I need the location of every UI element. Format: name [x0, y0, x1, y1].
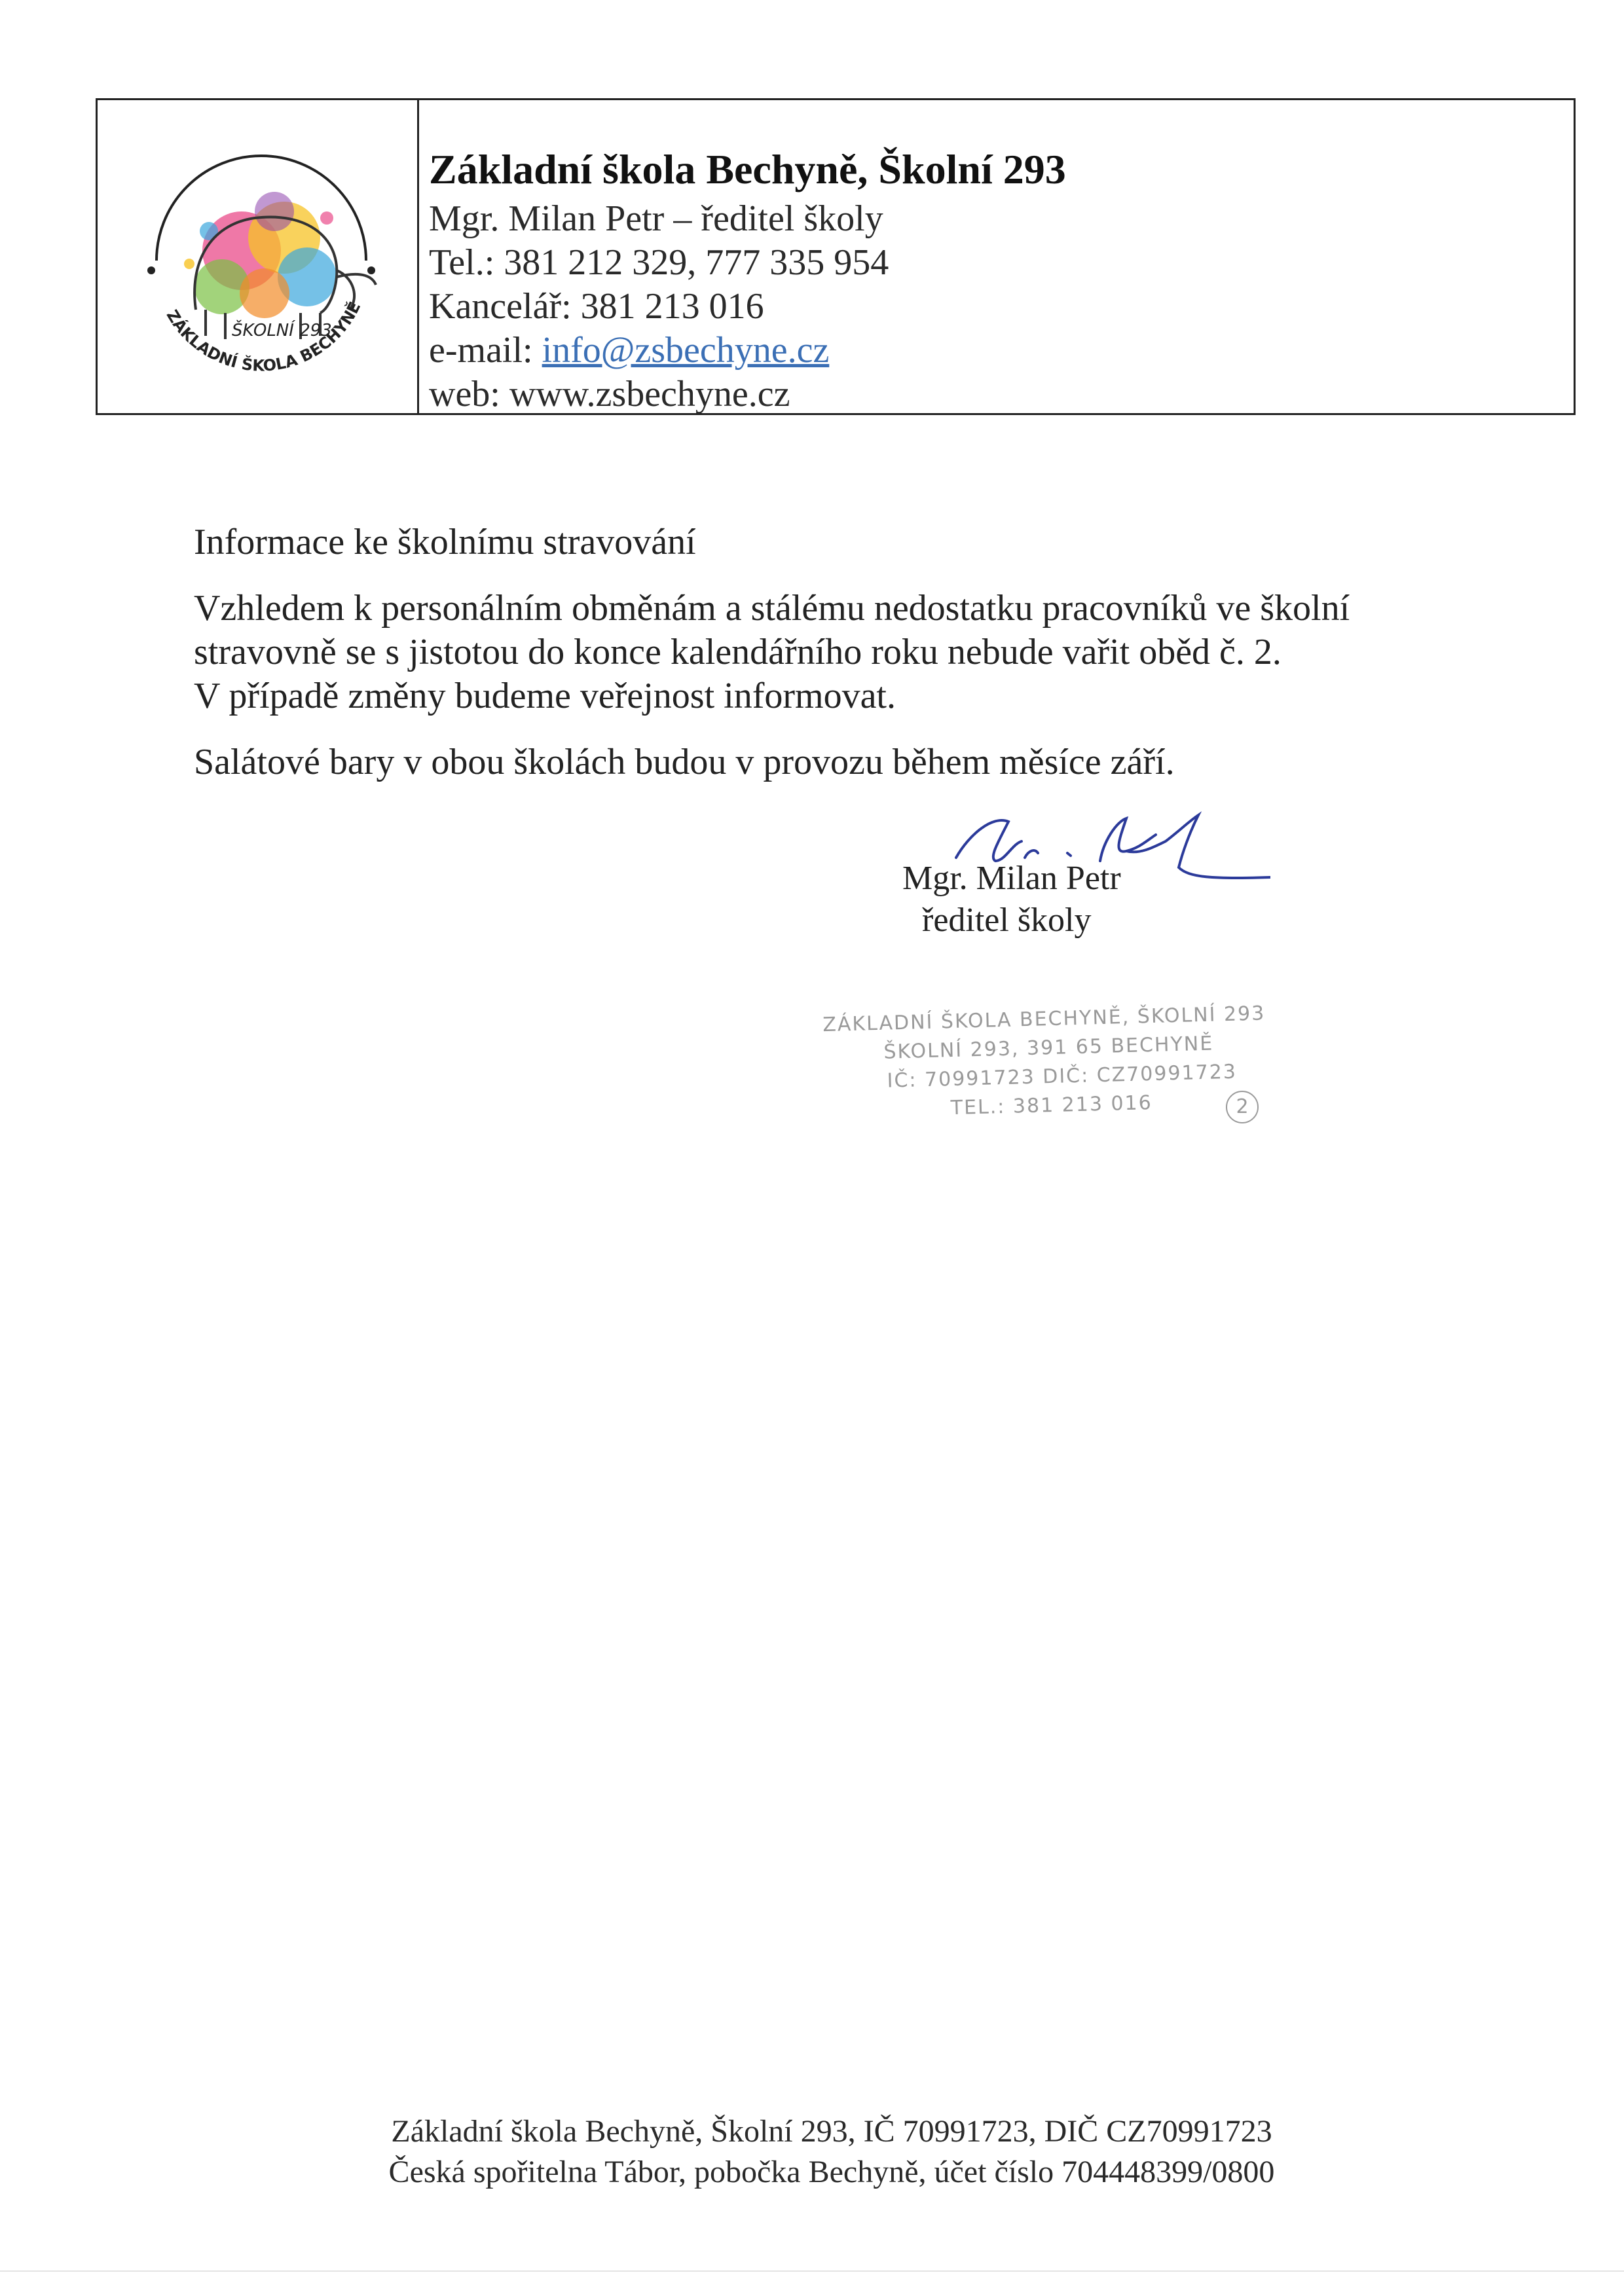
paragraph-1 [194, 587, 1490, 718]
footer-line-1: Základní škola Bechyně, Školní 293, IČ 70991723, DIČ CZ70991723 [391, 2114, 1272, 2149]
header-divider [417, 100, 419, 413]
email-label: e-mail: [429, 330, 542, 371]
letterhead-box [96, 98, 1576, 415]
email-line [429, 329, 1066, 373]
paragraph-2: Salátové bary v obou školách budou v provozu během měsíce září. [194, 742, 1175, 782]
footer-line-2: Česká spořitelna Tábor, pobočka Bechyně, účet číslo 704448399/0800 [388, 2155, 1275, 2189]
letter-body [194, 520, 1490, 807]
letterhead-text [429, 143, 1066, 416]
school-logo [111, 113, 405, 401]
mammoth-logo-icon [111, 113, 405, 401]
school-name: Základní škola Bechyně, Školní 293 [429, 146, 1066, 192]
paragraph-1-line-1: Vzhledem k personálním obměnám a stálému nedostatku pracovníků ve školní [194, 588, 1350, 629]
svg-text:ŠKOLNÍ 293: ŠKOLNÍ 293 [232, 321, 332, 340]
signer-block [902, 858, 1121, 941]
stamp-line-2: ŠKOLNÍ 293, 391 65 BECHYNĚ [883, 1032, 1214, 1064]
scan-edge-line [0, 2270, 1624, 2272]
paragraph-1-line-3: V případě změny budeme veřejnost informovat. [194, 676, 896, 716]
web-line: web: www.zsbechyne.cz [429, 374, 790, 414]
school-stamp [822, 999, 1283, 1126]
letter-footer [341, 2111, 1323, 2193]
director-line: Mgr. Milan Petr – ředitel školy [429, 198, 883, 239]
svg-text:ZÁKLADNÍ ŠKOLA BECHYNĚ: ZÁKLADNÍ ŠKOLA BECHYNĚ [162, 299, 365, 375]
paragraph-1-line-2: stravovně se s jistotou do konce kalendářního roku nebude vařit oběd č. 2. [194, 632, 1282, 672]
signer-name: Mgr. Milan Petr [902, 860, 1121, 897]
stamp-line-4: TEL.: 381 213 016 [950, 1091, 1153, 1120]
office-line: Kancelář: 381 213 016 [429, 286, 764, 327]
email-link[interactable]: info@zsbechyne.cz [542, 330, 830, 371]
stamp-line-3: IČ: 70991723 DIČ: CZ70991723 [887, 1060, 1238, 1093]
stamp-line-1: ZÁKLADNÍ ŠKOLA BECHYNĚ, ŠKOLNÍ 293 [822, 1002, 1266, 1037]
stamp-number: 2 [1226, 1091, 1259, 1123]
phone-line: Tel.: 381 212 329, 777 335 954 [429, 242, 889, 283]
letter-heading: Informace ke školnímu stravování [194, 522, 696, 562]
signer-role: ředitel školy [922, 902, 1092, 939]
